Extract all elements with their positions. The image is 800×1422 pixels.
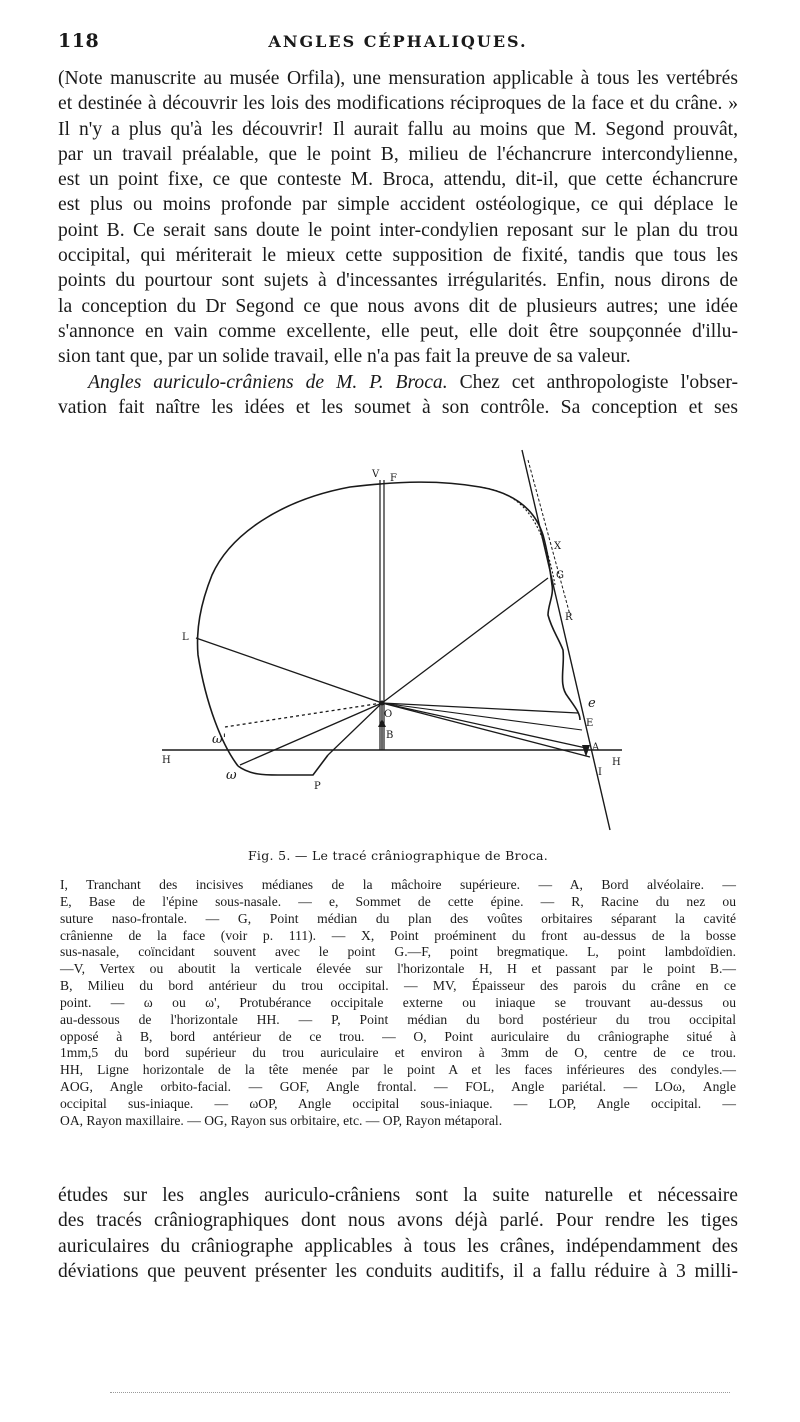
text-line: études sur les angles auriculo-crâniens sont la suite naturelle et nécessaire	[58, 1185, 738, 1206]
label-r: R	[565, 612, 573, 623]
radius-oe-small	[382, 703, 582, 730]
label-e-small: e	[588, 696, 596, 711]
legend-line: E, Base de l'épine sous-nasale. — e, Sommet de cette épine. — R, Racine du nez ou	[60, 893, 736, 909]
text-line: points du pourtour sont sujets à d'incessantes irrégularités. Enfin, nous dirons de	[58, 270, 738, 292]
legend-line: occipital sus-iniaque. — ωOP, Angle occipital sous-iniaque. — LOP, Angle occipital. —	[60, 1095, 736, 1111]
text-line: vation fait naître les idées et les soumet à son contrôle. Sa conception et ses	[58, 396, 738, 418]
text-line: par un travail préalable, que le point B, milieu de l'échancrure intercondylienne,	[58, 143, 738, 165]
legend-line: au-dessous de l'horizontale HH. — P, Point médian du bord postérieur du trou occipital	[60, 1011, 736, 1027]
radius-og	[382, 578, 548, 703]
legend-line: OA, Rayon maxillaire. — OG, Rayon sus orbitaire, etc. — OP, Rayon métaporal.	[60, 1112, 503, 1128]
running-title: ANGLES CÉPHALIQUES.	[268, 32, 528, 51]
label-a: A	[592, 742, 600, 753]
facial-oblique-line	[522, 450, 610, 830]
text-line: Il n'y a plus qu'à les découvrir! Il aurait fallu au moins que M. Segond prouvât,	[58, 118, 738, 140]
label-e: E	[586, 718, 594, 729]
label-l: L	[182, 632, 189, 643]
legend-line: HH, Ligne horizontale de la tête menée par le point A et les faces inférieures des condyles.—	[60, 1062, 736, 1078]
text-line: (Note manuscrite au musée Orfila), une mensuration applicable à tous les vertébrés	[58, 68, 738, 89]
text-line: déviations que peuvent présenter les conduits auditifs, il a fallu réduire à 3 milli-	[58, 1260, 738, 1282]
text-line: s'annonce en vain comme excellente, elle peut, elle doit être soupçonnée d'illu-	[58, 320, 738, 342]
page-header	[58, 30, 738, 56]
label-omega: ω	[226, 768, 237, 783]
text-line: et destinée à découvrir les lois des modifications réciproques de la face et du crâne. »	[58, 93, 738, 115]
point-o	[380, 701, 385, 706]
legend-line: —V, Vertex ou aboutit la verticale élevée sur l'horizontale H, H et passant par le point B.—	[60, 961, 736, 977]
section-heading: Angles auriculo-crâniens de M. P. Broca.	[88, 371, 448, 393]
radius-oa	[382, 703, 586, 748]
skull-outline	[198, 482, 580, 766]
radius-omega-prime	[225, 703, 382, 727]
figure-caption: Fig. 5. — Le tracé crâniographique de Broca.	[247, 848, 549, 863]
label-g: G	[556, 570, 564, 581]
occipital-contour	[238, 755, 328, 775]
label-b: B	[386, 730, 394, 741]
label-f: F	[390, 473, 397, 484]
section-first-line-rest: Chez cet anthropologiste l'obser-	[447, 371, 738, 393]
radius-omega	[240, 703, 382, 765]
facial-oblique-line-2	[528, 460, 570, 615]
body-text-top	[58, 66, 738, 420]
text-line: est plus ou moins profonde par simple accident ostéologique, ce qui déplace le	[58, 194, 738, 216]
figure-legend	[60, 877, 736, 1130]
legend-line: I, Tranchant des incisives médianes de la mâchoire supérieure. — A, Bord alvéolaire. —	[60, 877, 736, 892]
legend-line: crânienne de la face (voir p. 111). — X, Point proéminent du front au-dessus de la bosse	[60, 927, 736, 943]
text-line: point B. Ce serait sans doute le point inter-condylien reposant sur le plan du trou	[58, 219, 738, 241]
craniograph-drawing	[150, 445, 650, 840]
legend-line: opposé à B, bord antérieur de ce trou. — O, Point auriculaire du crâniographe situé à	[60, 1028, 736, 1044]
label-omega-prime: ω'	[212, 732, 227, 747]
label-p: P	[314, 781, 321, 792]
label-h-right: H	[612, 757, 621, 768]
text-line: auriculaires du crâniographe applicables à tous les crânes, indépendamment des	[58, 1235, 738, 1257]
radius-oe	[382, 703, 578, 713]
page-number: 118	[58, 30, 100, 52]
legend-line: sus-nasale, coïncidant souvent avec le point G.—F, point bregmatique. L, point lambdoïdien.	[60, 944, 736, 960]
legend-line: B, Milieu du bord antérieur du trou occipital. — MV, Épaisseur des parois du crâne en ce	[60, 978, 736, 994]
radius-ol	[196, 638, 382, 703]
craniograph-figure	[150, 445, 650, 840]
text-line: est un point fixe, ce que conteste M. Broca, attendu, dit-il, que cette échancrure	[58, 169, 738, 191]
arrow-b	[378, 719, 386, 727]
legend-line: AOG, Angle orbito-facial. — GOF, Angle frontal. — FOL, Angle pariétal. — LOω, Angle	[60, 1079, 736, 1095]
body-text-bottom	[58, 1183, 738, 1284]
radius-oi	[382, 703, 590, 757]
footer-dotted-rule	[110, 1392, 730, 1393]
text-line: des tracés crâniographiques dont nous avons déjà parlé. Pour rendre les tiges	[58, 1210, 738, 1232]
legend-line: suture naso-frontale. — G, Point médian du plan des voûtes orbitaires séparant la cavité	[60, 910, 736, 926]
label-o: O	[384, 709, 393, 720]
label-h-left: H	[162, 755, 171, 766]
text-line: occipital, qui mériterait le mieux cette supposition de fixité, tandis que tous les	[58, 245, 738, 267]
legend-line: 1mm,5 du bord supérieur du trou auriculaire et environ à 3mm de O, centre de ce trou.	[60, 1045, 736, 1061]
label-i: I	[598, 767, 602, 778]
label-v: V	[372, 469, 380, 480]
text-line: sion tant que, par un solide travail, elle n'a pas fait la preuve de sa valeur.	[58, 346, 631, 368]
label-x: X	[554, 541, 562, 552]
radius-op	[328, 703, 382, 755]
section-first-line	[58, 370, 738, 395]
text-line: la conception du Dr Segond ce que nous avons dit de plusieurs autres; une idée	[58, 295, 738, 317]
legend-line: point. — ω ou ω', Protubérance occipitale externe ou iniaque se trouvant au-dessus ou	[60, 994, 736, 1010]
